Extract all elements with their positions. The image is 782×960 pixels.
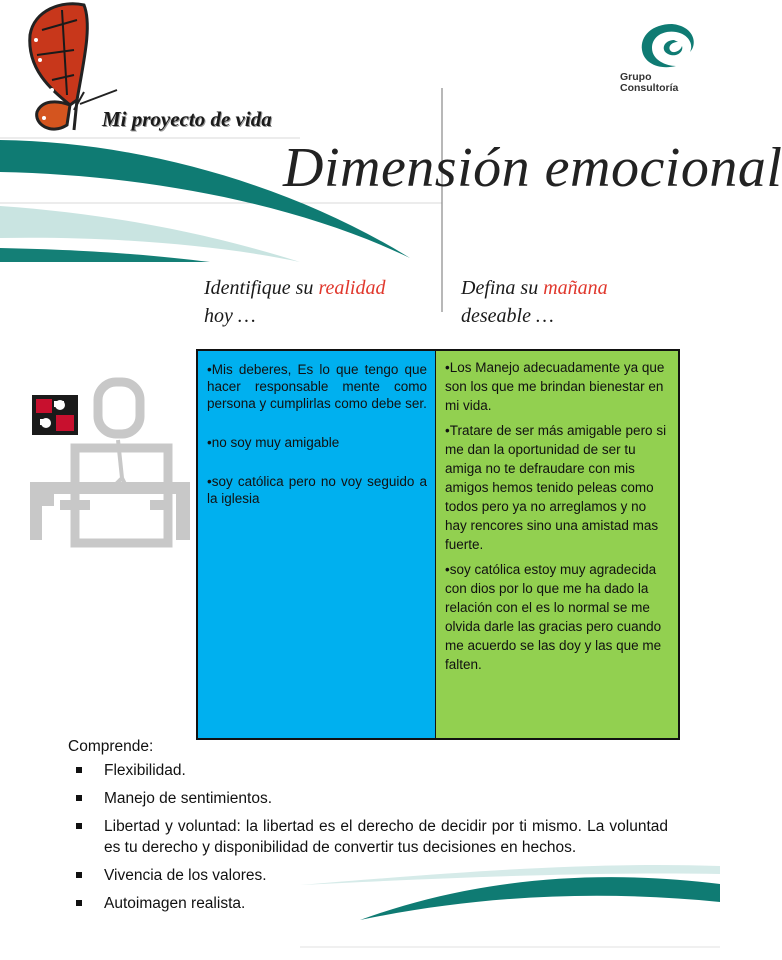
list-item-text: Autoimagen realista. xyxy=(104,895,246,912)
person-at-desk-icon xyxy=(30,378,190,543)
heading-prefix: Identifique su xyxy=(204,277,314,299)
heading-highlight: mañana xyxy=(543,277,608,299)
logo-line-2: Consultoría xyxy=(620,82,679,94)
subtitle: Mi proyecto de vida xyxy=(102,107,272,131)
bullet-square-icon xyxy=(76,900,82,906)
list-item xyxy=(68,760,668,781)
list-item-text: Libertad y voluntad: la libertad es el derecho de decidir por ti mismo. La voluntad es tu derecho y disponibilidad de convertir tus decisiones en hechos. xyxy=(104,818,668,856)
comprende-label: Comprende: xyxy=(68,738,154,755)
left-column xyxy=(198,351,436,738)
heading-highlight: realidad xyxy=(318,277,386,299)
right-item: •Tratare de ser más amigable pero si me dan la oportunidad de ser tu amiga no te defraudare con mis amigos hemos tenido peleas como todos pero ya no arreglamos y no hay rencores sino una amistad mas fuerte. xyxy=(445,423,667,552)
logo-swirl-icon xyxy=(636,20,708,72)
left-item: •soy católica pero no voy seguido a la iglesia xyxy=(207,474,427,506)
list-item xyxy=(68,865,668,886)
list-item-text: Vivencia de los valores. xyxy=(104,867,267,884)
list-item xyxy=(68,893,668,914)
right-column-heading xyxy=(461,274,661,330)
bullet-square-icon xyxy=(76,872,82,878)
heading-rest: hoy … xyxy=(204,305,256,327)
comprende-list xyxy=(68,760,668,921)
bullet-square-icon xyxy=(76,795,82,801)
heading-rest: deseable … xyxy=(461,305,554,327)
list-item-text: Flexibilidad. xyxy=(104,762,186,779)
list-item xyxy=(68,788,668,809)
left-item: •Mis deberes, Es lo que tengo que hacer responsable mente como persona y cumplirlas como debe ser. xyxy=(207,362,427,411)
comparison-table xyxy=(196,349,680,740)
left-item: •no soy muy amigable xyxy=(207,435,340,450)
right-item: •soy católica estoy muy agradecida con dios por lo que me ha dado la relación con el es lo normal se me olvida darle las gracias pero cuando me acuerdo se las doy y las que me falten. xyxy=(445,562,662,672)
left-column-heading xyxy=(204,274,404,330)
logo-text xyxy=(620,72,678,94)
logo-line-1: Grupo xyxy=(620,71,652,83)
right-column xyxy=(436,351,678,738)
heading-prefix: Defina su xyxy=(461,277,539,299)
right-item: •Los Manejo adecuadamente ya que son los que me brindan bienestar en mi vida. xyxy=(445,360,665,413)
list-item xyxy=(68,816,668,858)
list-item-text: Manejo de sentimientos. xyxy=(104,790,273,807)
bullet-square-icon xyxy=(76,823,82,829)
page-title: Dimensión emocional xyxy=(283,137,782,199)
bullet-square-icon xyxy=(76,767,82,773)
